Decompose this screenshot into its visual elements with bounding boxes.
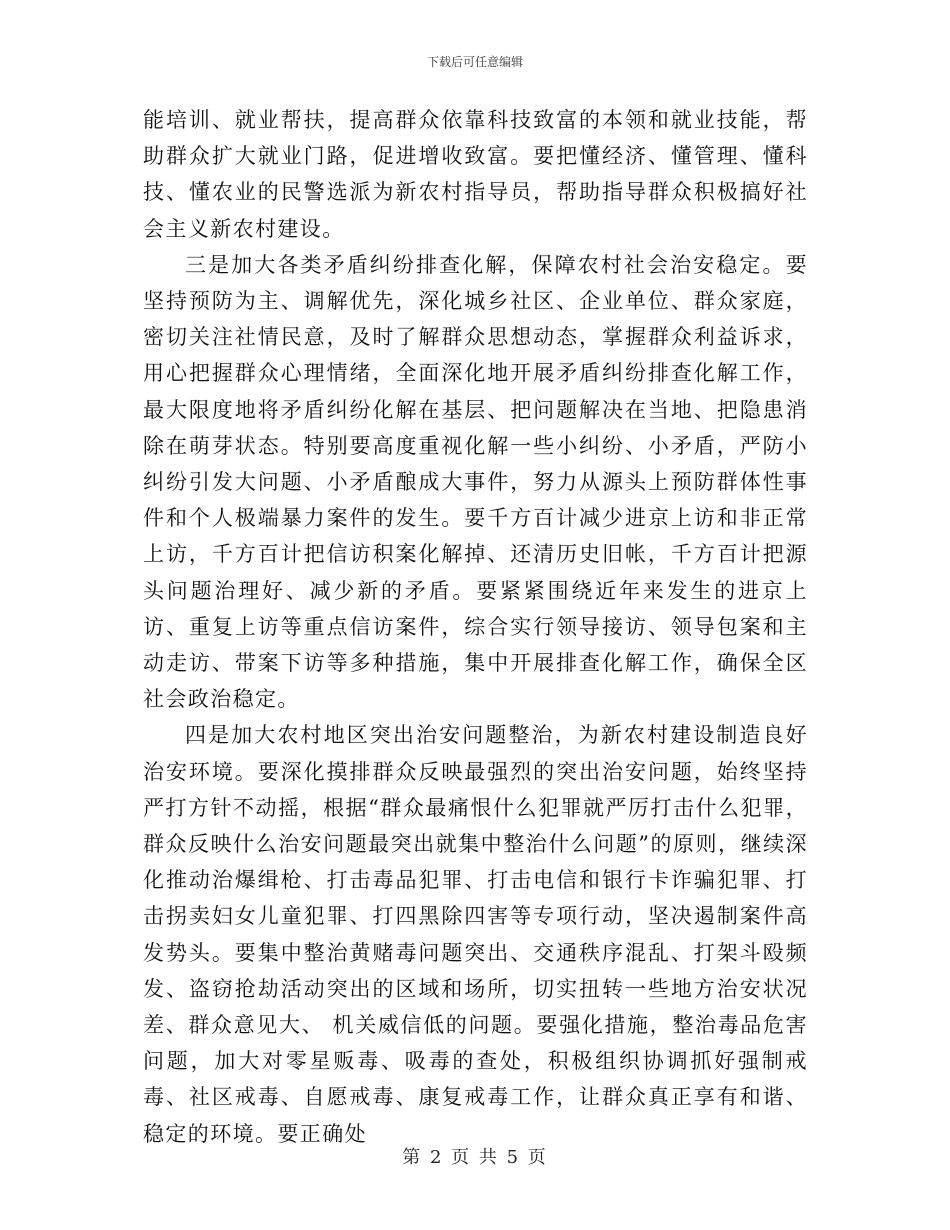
paragraph-item-three: 三是加大各类矛盾纠纷排查化解，保障农村社会治安稳定。要坚持预防为主、调解优先，深化城乡社区、企业单位、群众家庭，密切关注社情民意，及时了解群众思想动态，掌握群众利益诉求，用心把握群众心理情绪，全面深化地开展矛盾纠纷排查化解工作，最大限度地将矛盾纠纷化解在基层、把问题解决在当地、把隐患消除在萌芽状态。特别要高度重视化解一些小纠纷、小矛盾，严防小纠纷引发大问题、小矛盾酿成大事件，努力从源头上预防群体性事件和个人极端暴力案件的发生。要千方百计减少进京上访和非正常上访，千方百计把信访积案化解掉、还清历史旧帐，千方百计把源头问题治理好、减少新的矛盾。要紧紧围绕近年来发生的进京上访、重复上访等重点信访案件，综合实行领导接访、领导包案和主动走访、带案下访等多种措施，集中开展排查化解工作，确保全区社会政治稳定。 (143, 252, 808, 712)
page-header: 下载后可任意编辑 (426, 55, 523, 69)
paragraph-item-four: 四是加大农村地区突出治安问题整治，为新农村建设制造良好治安环境。要深化摸排群众反映最强烈的突出治安问题，始终坚持严打方针不动摇，根据“群众最痛恨什么犯罪就严厉打击什么犯罪，群众反映什么治安问题最突出就集中整治什么问题”的原则，继续深化推动治爆缉枪、打击毒品犯罪、打击电信和银行卡诈骗犯罪、打击拐卖妇女儿童犯罪、打四黑除四害等专项行动，坚决遏制案件高发势头。要集中整治黄赌毒问题突出、交通秩序混乱、打架斗殴频发、盗窃抢劫活动突出的区域和场所，切实扭转一些地方治安状况差、群众意见大、 机关威信低的问题。要强化措施，整治毒品危害问题，加大对零星贩毒、吸毒的查处，积极组织协调抓好强制戒毒、社区戒毒、自愿戒毒、康复戒毒工作，让群众真正享有和谐、稳定的环境。要正确处 (143, 723, 808, 1146)
paragraph-continued: 能培训、就业帮扶，提高群众依靠科技致富的本领和就业技能，帮助群众扩大就业门路，促进增收致富。要把懂经济、懂管理、懂科技、懂农业的民警选派为新农村指导员，帮助指导群众积极搞好社会主义新农村建设。 (143, 108, 808, 241)
page-footer: 第 2 页 共 5 页 (402, 1147, 548, 1168)
document-body (143, 102, 808, 1152)
